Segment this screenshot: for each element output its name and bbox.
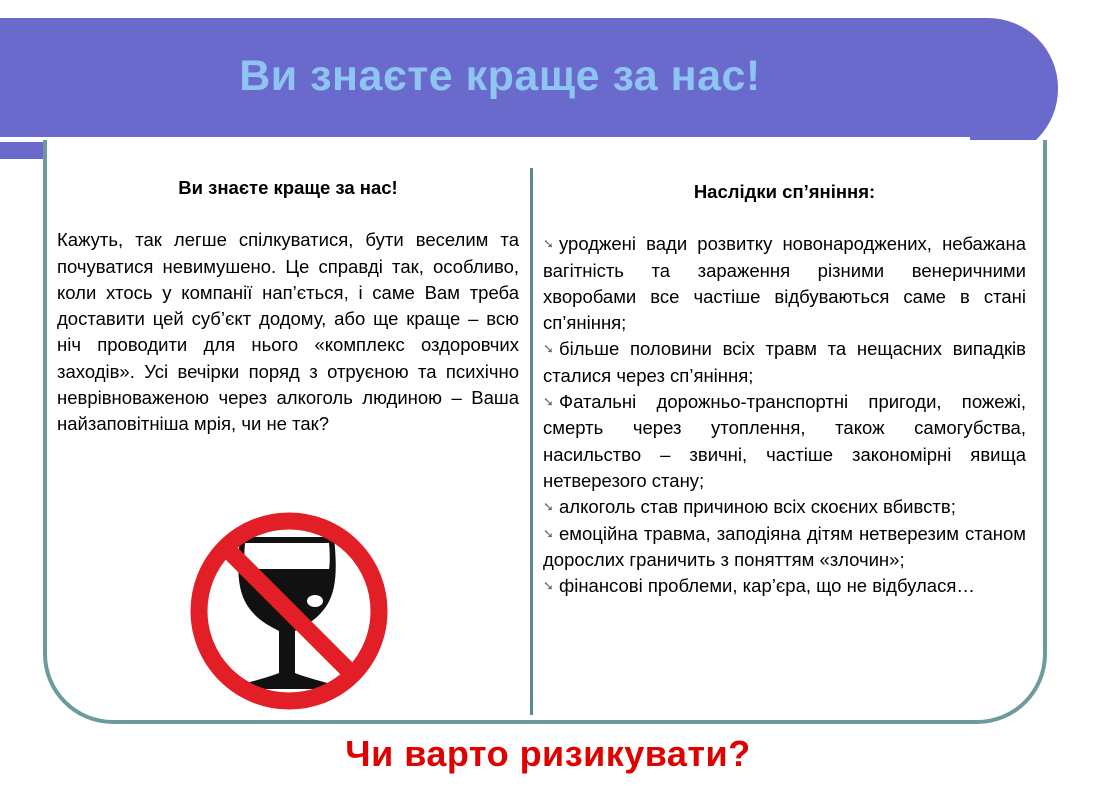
- left-column: [57, 175, 519, 438]
- list-item: ➘ уроджені вади розвитку новонароджених, небажана вагітність та зараження різними венеричними хворобами все частіше відбуваються саме в стані сп’яніння;: [543, 233, 1026, 334]
- left-column-heading: Ви знаєте краще за нас!: [178, 177, 398, 198]
- bottom-question: Чи варто ризикувати?: [345, 733, 751, 774]
- list-item: ➘ більше половини всіх травм та нещасних випадків сталися через сп’яніння;: [543, 338, 1026, 386]
- no-alcohol-icon: [177, 505, 401, 717]
- arrow-bullet-icon: ➘: [543, 236, 554, 252]
- arrow-bullet-icon: ➘: [543, 578, 554, 594]
- arrow-bullet-icon: ➘: [543, 394, 554, 410]
- consequences-list: [543, 231, 1026, 599]
- slide-title: Ви знаєте краще за нас!: [239, 52, 761, 100]
- arrow-bullet-icon: ➘: [543, 499, 554, 515]
- right-column: [543, 179, 1026, 599]
- list-item: ➘ Фатальні дорожньо-транспортні пригоди, пожежі, смерть через утоплення, також самогубства, насильство – звичні, частіше закономірні явища нетверезого стану;: [543, 391, 1026, 491]
- column-divider: [530, 168, 533, 715]
- arrow-bullet-icon: ➘: [543, 525, 554, 541]
- list-item: ➘ алкоголь став причиною всіх скоєних вбивств;: [543, 494, 1026, 520]
- arrow-bullet-icon: ➘: [543, 341, 554, 357]
- right-column-heading: Наслідки сп’яніння:: [693, 181, 876, 202]
- list-item: ➘ фінансові проблеми, кар’єра, що не відбулася…: [543, 573, 1026, 599]
- list-item: ➘ емоційна травма, заподіяна дітям нетверезим станом дорослих граничить з поняттям «злочин»;: [543, 522, 1026, 570]
- left-column-paragraph: Кажуть, так легше спілкуватися, бути веселим та почуватися невимушено. Це справді так, особливо, коли хтось у компанії нап’ється, і саме Вам треба доставити цей суб’єкт додому, або ще краще – всю ніч проводити для нього «комплекс оздоровчих заходів». Усі вечірки поряд з отруєною та психічно неврівноваженою через алкоголь людиною – Ваша найзаповітніша мрія, чи не так?: [57, 229, 519, 435]
